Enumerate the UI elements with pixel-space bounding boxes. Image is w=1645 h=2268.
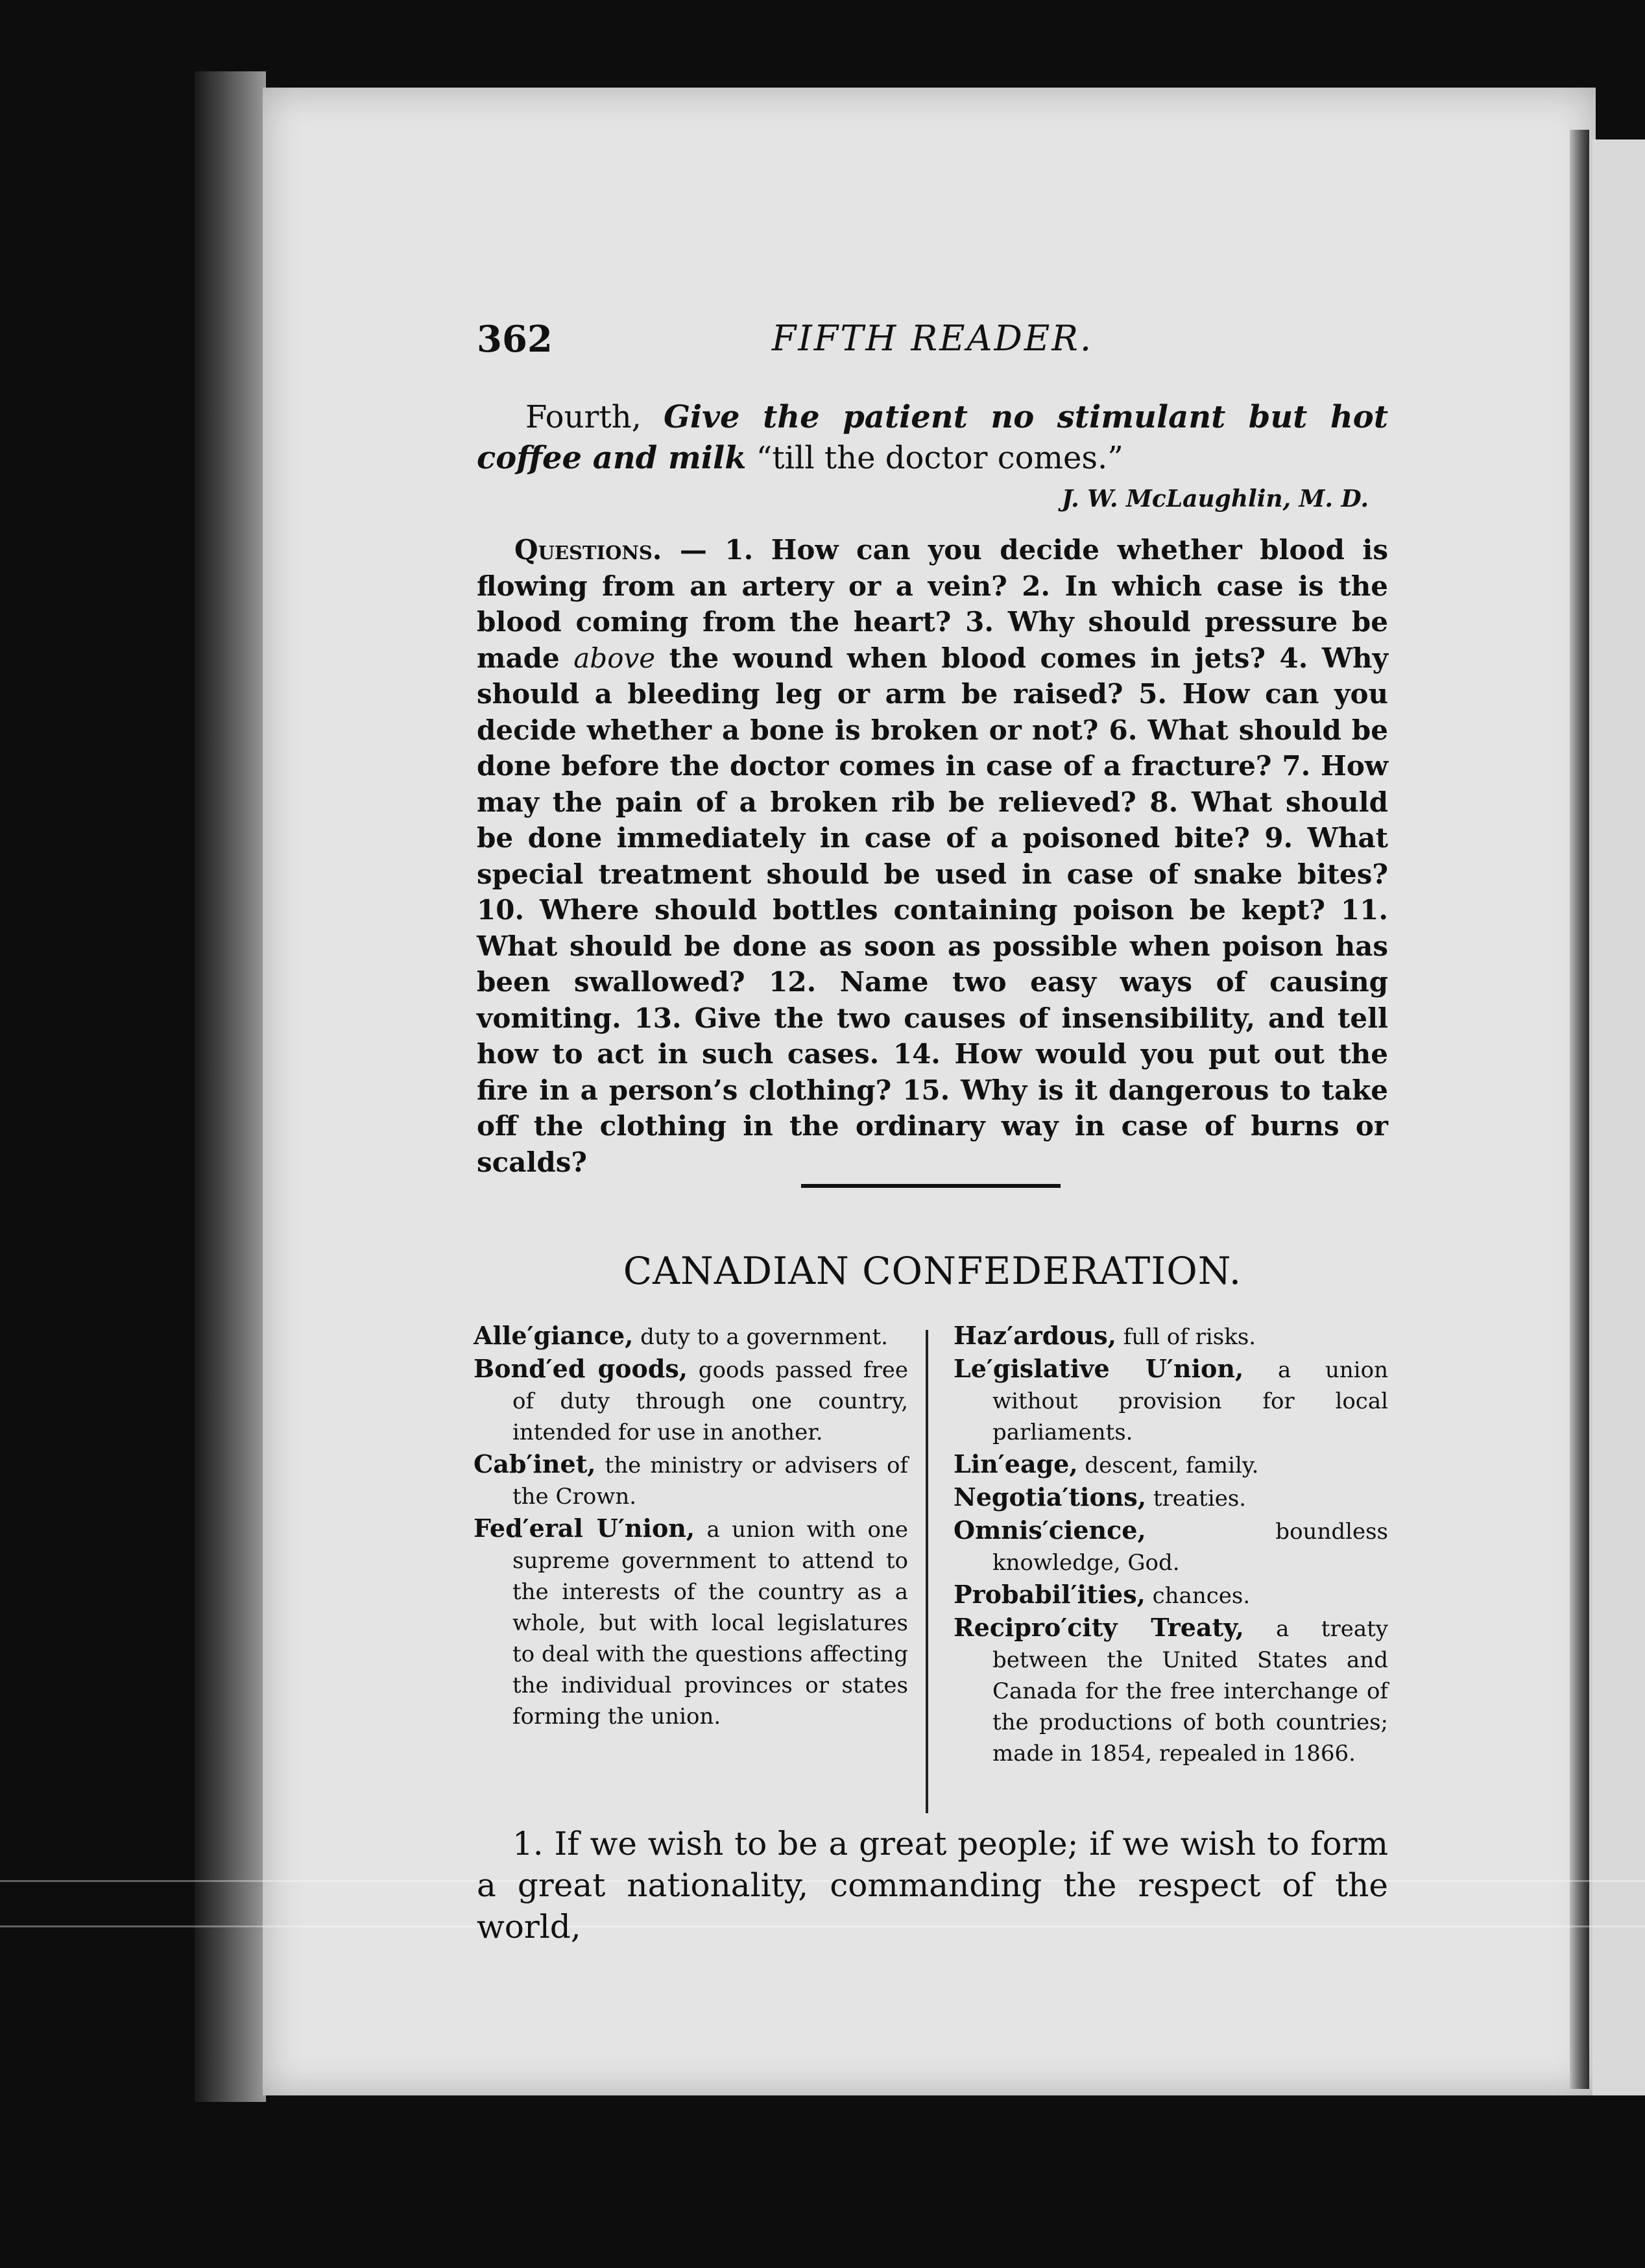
vocabulary-glossary bbox=[474, 1320, 1389, 1800]
questions-emphasis: above bbox=[573, 642, 656, 674]
glossary-entry bbox=[954, 1482, 1388, 1514]
intro-instruction: Give the patient no stimulant but hot coffee and milk bbox=[477, 399, 1388, 476]
section-divider-rule bbox=[801, 1184, 1061, 1188]
glossary-definition: a union without provision for local parliaments. bbox=[992, 1357, 1389, 1445]
questions-text-2: the wound when blood comes in jets? 4. Why should a bleeding leg or arm be raised? 5. How can you decide whether a bone is broken or not? 6. What should be done before the doctor comes in case of a fracture? 7. How may the pain of a broken rib be relieved? 8. What should be done immediately in case of a poisoned bite? 9. What special treatment should be used in case of snake bites? 10. Where should bottles containing poison be kept? 11. What should be done as soon as possible when poison has been swallowed? 12. Name two easy ways of causing vomiting. 13. Give the two causes of insensibility, and tell how to act in such cases. 14. How would you put out the fire in a person’s clothing? 15. Why is it dangerous to take off the clothing in the ordinary way in case of burns or scalds? bbox=[477, 642, 1388, 1178]
glossary-entry bbox=[954, 1320, 1388, 1353]
glossary-term: Negotia′tions, bbox=[954, 1482, 1147, 1512]
questions-text-1: — 1. How can you decide whether blood is flowing from an artery or a vein? 2. In which case is the blood coming from the heart? 3. Why should pressure be made bbox=[477, 534, 1388, 674]
glossary-term: Haz′ardous, bbox=[954, 1321, 1116, 1350]
section-title: CANADIAN CONFEDERATION. bbox=[623, 1249, 1242, 1293]
glossary-entry bbox=[954, 1449, 1388, 1481]
glossary-term: Lin′eage, bbox=[954, 1449, 1078, 1478]
glossary-definition: a treaty between the United States and Canada for the free interchange of the productions of both countries; made in 1854, repealed in 1866. bbox=[992, 1616, 1388, 1767]
glossary-definition: a union with one supreme government to attend to the interests of the country as a whole, but with local legislatures to deal with the questions affecting the individual provinces or states forming the union. bbox=[512, 1517, 909, 1730]
glossary-definition: the ministry or advisers of the Crown. bbox=[512, 1453, 908, 1510]
glossary-definition: chances. bbox=[1145, 1583, 1251, 1609]
glossary-term: Alle′giance, bbox=[474, 1321, 634, 1350]
book-page-edges bbox=[195, 71, 266, 2102]
glossary-term: Le′gislative U′nion, bbox=[954, 1354, 1244, 1383]
glossary-entry bbox=[954, 1612, 1388, 1769]
intro-tail: “till the doctor comes.” bbox=[746, 440, 1123, 476]
page-number: 362 bbox=[477, 318, 553, 361]
glossary-entry bbox=[954, 1353, 1388, 1448]
intro-paragraph bbox=[477, 397, 1388, 479]
glossary-entry bbox=[954, 1579, 1388, 1611]
glossary-definition: goods passed free of duty through one country, intended for use in another. bbox=[512, 1357, 908, 1445]
glossary-definition: duty to a government. bbox=[633, 1324, 888, 1350]
glossary-definition: descent, family. bbox=[1077, 1453, 1259, 1478]
glossary-entry bbox=[474, 1513, 908, 1732]
glossary-term: Omnis′cience, bbox=[954, 1515, 1146, 1545]
author-attribution: J. W. McLaughlin, M. D. bbox=[1061, 485, 1369, 513]
book-gutter bbox=[1570, 130, 1589, 2089]
glossary-term: Fed′eral U′nion, bbox=[474, 1514, 695, 1543]
glossary-definition: treaties. bbox=[1146, 1486, 1247, 1512]
glossary-term: Bond′ed goods, bbox=[474, 1354, 688, 1383]
glossary-column-divider bbox=[926, 1330, 928, 1813]
glossary-definition: boundless knowledge, God. bbox=[992, 1519, 1388, 1576]
questions-label: Questions. bbox=[514, 534, 662, 566]
intro-lead: Fourth, bbox=[525, 399, 664, 435]
glossary-entry bbox=[954, 1515, 1388, 1578]
glossary-term: Recipro′city Treaty, bbox=[954, 1613, 1244, 1642]
glossary-right-column bbox=[954, 1320, 1388, 1770]
running-title: FIFTH READER. bbox=[771, 318, 1094, 359]
glossary-term: Probabil′ities, bbox=[954, 1580, 1146, 1609]
questions-paragraph bbox=[477, 532, 1388, 1180]
glossary-left-column bbox=[474, 1320, 908, 1733]
running-head bbox=[477, 318, 1388, 370]
facing-page-edge bbox=[1592, 139, 1645, 2095]
glossary-definition: full of risks. bbox=[1116, 1324, 1256, 1350]
body-paragraph-1: 1. If we wish to be a great people; if we wish to form a great nationality, commanding the respect of the world, bbox=[477, 1825, 1388, 1946]
glossary-term: Cab′inet, bbox=[474, 1449, 596, 1478]
glossary-entry bbox=[474, 1353, 908, 1448]
glossary-entry bbox=[474, 1449, 908, 1512]
glossary-entry bbox=[474, 1320, 908, 1353]
